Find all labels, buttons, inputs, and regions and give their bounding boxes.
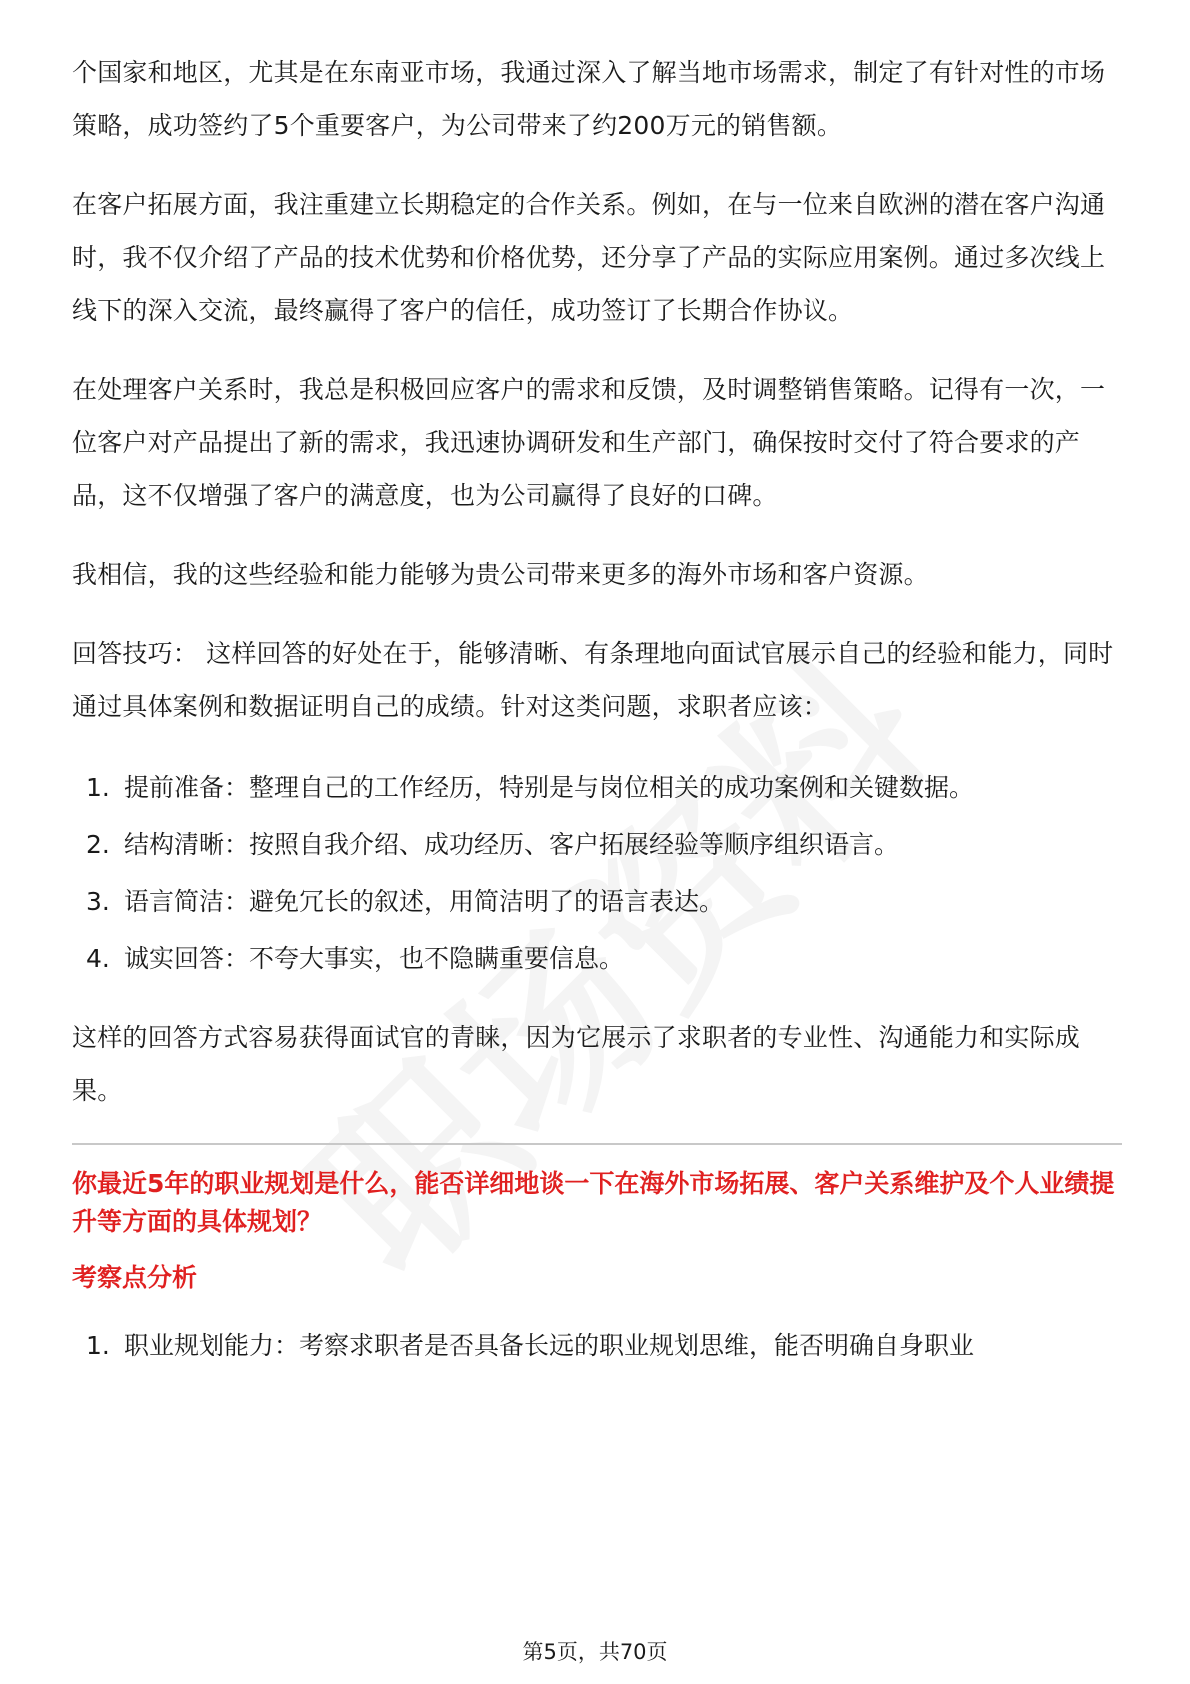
list-item [72,1317,1122,1374]
list-text: 诚实回答：不夸大事实，也不隐瞒重要信息。 [124,944,625,973]
list-text: 提前准备：整理自己的工作经历，特别是与岗位相关的成功案例和关键数据。 [124,773,975,802]
paragraph-client-relations: 在处理客户关系时，我总是积极回应客户的需求和反馈，及时调整销售策略。记得有一次，一位客户对产品提出了新的需求，我迅速协调研发和生产部门，确保按时交付了符合要求的产品，这不仅增强了客户的满意度，也为公司赢得了良好的口碑。 [72,375,1106,510]
list-text: 职业规划能力：考察求职者是否具备长远的职业规划思维，能否明确自身职业 [124,1331,975,1360]
paragraph-market-results: 个国家和地区，尤其是在东南亚市场，我通过深入了解当地市场需求，制定了有针对性的市场策略，成功签约了5个重要客户，为公司带来了约200万元的销售额。 [72,58,1106,140]
list-item [72,873,1122,930]
list-number: 1. [86,1331,110,1360]
tips-list [72,759,1122,987]
section-divider [72,1143,1122,1145]
list-text: 语言简洁：避免冗长的叙述，用简洁明了的语言表达。 [124,887,725,916]
paragraph-answer-tips: 回答技巧： 这样回答的好处在于，能够清晰、有条理地向面试官展示自己的经验和能力，同时通过具体案例和数据证明自己的成绩。针对这类问题，求职者应该： [72,639,1114,721]
list-number: 4. [86,944,110,973]
list-number: 1. [86,773,110,802]
paragraph-belief: 我相信，我的这些经验和能力能够为贵公司带来更多的海外市场和客户资源。 [72,560,929,589]
list-item [72,759,1122,816]
list-item [72,930,1122,987]
list-number: 2. [86,830,110,859]
interview-question: 你最近5年的职业规划是什么，能否详细地谈一下在海外市场拓展、客户关系维护及个人业绩提升等方面的具体规划？ [72,1169,1115,1236]
list-number: 3. [86,887,110,916]
paragraph-client-expansion: 在客户拓展方面，我注重建立长期稳定的合作关系。例如，在与一位来自欧洲的潜在客户沟通时，我不仅介绍了产品的技术优势和价格优势，还分享了产品的实际应用案例。通过多次线上线下的深入交流，最终赢得了客户的信任，成功签订了长期合作协议。 [72,190,1106,325]
analysis-list [72,1317,1122,1374]
list-text: 结构清晰：按照自我介绍、成功经历、客户拓展经验等顺序组织语言。 [124,830,900,859]
page-footer: 第5页，共70页 [522,1640,668,1664]
paragraph-closing: 这样的回答方式容易获得面试官的青睐，因为它展示了求职者的专业性、沟通能力和实际成果。 [72,1023,1081,1105]
section-title: 考察点分析 [72,1263,198,1292]
list-item [72,816,1122,873]
page-content [72,46,1122,1398]
